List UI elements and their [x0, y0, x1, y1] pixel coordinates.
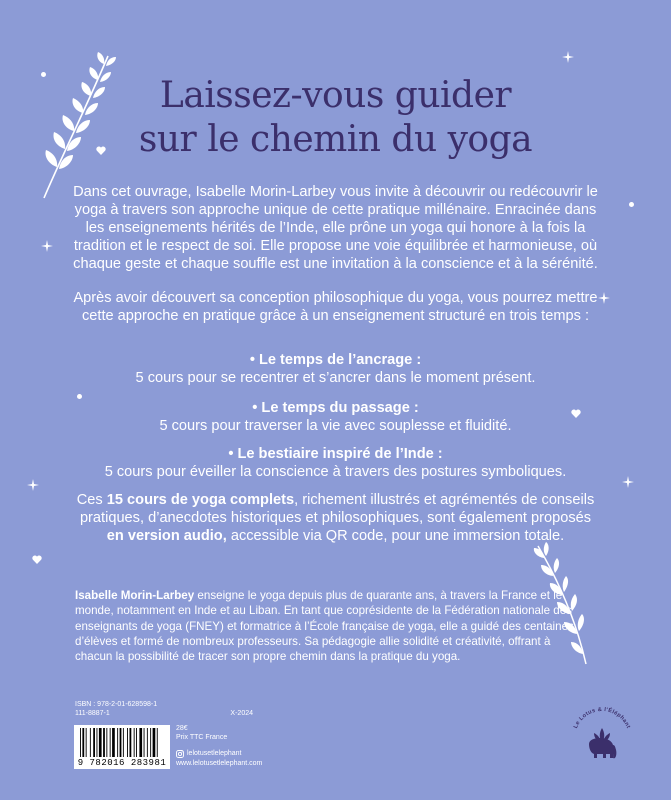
instagram-icon [176, 750, 184, 758]
section-heading: • Le temps de l’ancrage : [249, 352, 422, 368]
barcode-bar [139, 728, 142, 757]
barcode-bar [86, 728, 87, 757]
section-heading: • Le temps du passage : [252, 400, 419, 416]
publisher-logo [567, 700, 637, 770]
barcode-bar [144, 728, 145, 757]
section-body: 5 cours pour traverser la vie avec souplesse et fluidité. [159, 418, 512, 434]
barcode-bar [93, 728, 95, 757]
closing-text: , richement illustrés et agrémentés de conseils pratiques, d’anecdotes historiques et philosophiques, sont également proposés [79, 492, 595, 526]
author-bio [75, 588, 575, 664]
section-passage [30, 399, 641, 435]
title-line-2: sur le chemin du yoga [138, 119, 533, 160]
barcode-bar [120, 728, 122, 757]
closing-bold: en version audio, [106, 528, 227, 544]
barcode-bar [110, 728, 111, 757]
barcode-bar [153, 728, 156, 757]
price: 28€ [176, 725, 188, 732]
barcode-number: 9 782016 283981 [77, 758, 167, 768]
barcode-bar [103, 728, 105, 757]
author-name: Isabelle Morin-Larbey [75, 589, 195, 602]
barcode-bar [150, 728, 151, 757]
barcode-bar [90, 728, 91, 757]
intro-text [70, 183, 601, 325]
closing-bold: 15 cours de yoga complets [106, 492, 295, 508]
barcode-bar [112, 728, 115, 757]
svg-text:Le Lotus & l'Éléphant [573, 706, 631, 730]
barcode-bar [127, 728, 128, 757]
section-bestiaire [30, 445, 641, 481]
closing-paragraph [70, 491, 601, 545]
section-body: 5 cours pour se recentrer et s’ancrer dans le moment présent. [135, 370, 536, 386]
barcode [74, 725, 170, 769]
dot-icon [629, 202, 634, 207]
intro-paragraph-2: Après avoir découvert sa conception philosophique du yoga, vous pourrez mettre cette approche en pratique grâce à un enseignement structuré en trois temps : [73, 290, 598, 324]
logo-text: Le Lotus & l'Éléphant [572, 706, 632, 730]
closing-text: Ces [76, 492, 107, 508]
barcode-bar [147, 728, 148, 757]
barcode-bar [106, 728, 107, 757]
barcode-bar [134, 728, 135, 757]
sparkle-icon [41, 240, 53, 252]
barcode-bar [99, 728, 102, 757]
author-bio-text: enseigne le yoga depuis plus de quarante ans, à travers la France et le monde, notamment en Inde et au Liban. En tant que coprésidente de la Fédération nationale des enseignants de yoga (FNEY) et formatrice à l’École française de yoga, elle a guidé des centaines d’élèves et formé de nombreux professeurs. Sa pédagogie allie solidité et créativité, offrant à chacun la possibilité de tracer son propre chemin dans la pratique du yoga. [75, 589, 574, 664]
title-line-1: Laissez-vous guider [159, 75, 512, 116]
barcode-bar [130, 728, 132, 757]
edition-date: X-2024 [230, 710, 253, 717]
website-link[interactable]: www.lelotusetlelephant.com [176, 760, 263, 767]
product-code: 111-8887-1 [75, 710, 110, 717]
isbn: ISBN : 978-2-01-628598-1 [75, 701, 158, 708]
barcode-bar [157, 728, 158, 757]
price-note: Prix TTC France [176, 734, 228, 741]
section-body: 5 cours pour éveiller la conscience à travers des postures symboliques. [104, 464, 567, 480]
closing-text: accessible via QR code, pour une immersion totale. [226, 528, 565, 544]
instagram-handle[interactable]: lelotusetlelephant [187, 750, 242, 757]
sparkle-icon [562, 51, 574, 63]
social-block [176, 749, 262, 769]
heart-icon [32, 555, 42, 564]
isbn-block [75, 700, 255, 718]
barcode-bar [117, 728, 118, 757]
barcode-bar [80, 728, 81, 757]
section-heading: • Le bestiaire inspiré de l’Inde : [228, 446, 443, 462]
barcode-bar [97, 728, 98, 757]
barcode-bar [136, 728, 137, 757]
intro-paragraph-1: Dans cet ouvrage, Isabelle Morin-Larbey vous invite à découvrir ou redécouvrir le yoga à travers son approche unique de cette pratique millénaire. Enracinée dans les enseignements hérités de l’Inde, elle prône un yoga qui honore à la fois la tradition et le respect de soi. Elle propose une voie équilibrée et harmonieuse, où chaque geste et chaque souffle est une invitation à la conscience et à la sérénité. [73, 184, 598, 272]
price-block [176, 724, 227, 742]
page-title [0, 74, 671, 162]
barcode-bar [82, 728, 84, 757]
barcode-bar [123, 728, 124, 757]
section-ancrage [30, 351, 641, 387]
